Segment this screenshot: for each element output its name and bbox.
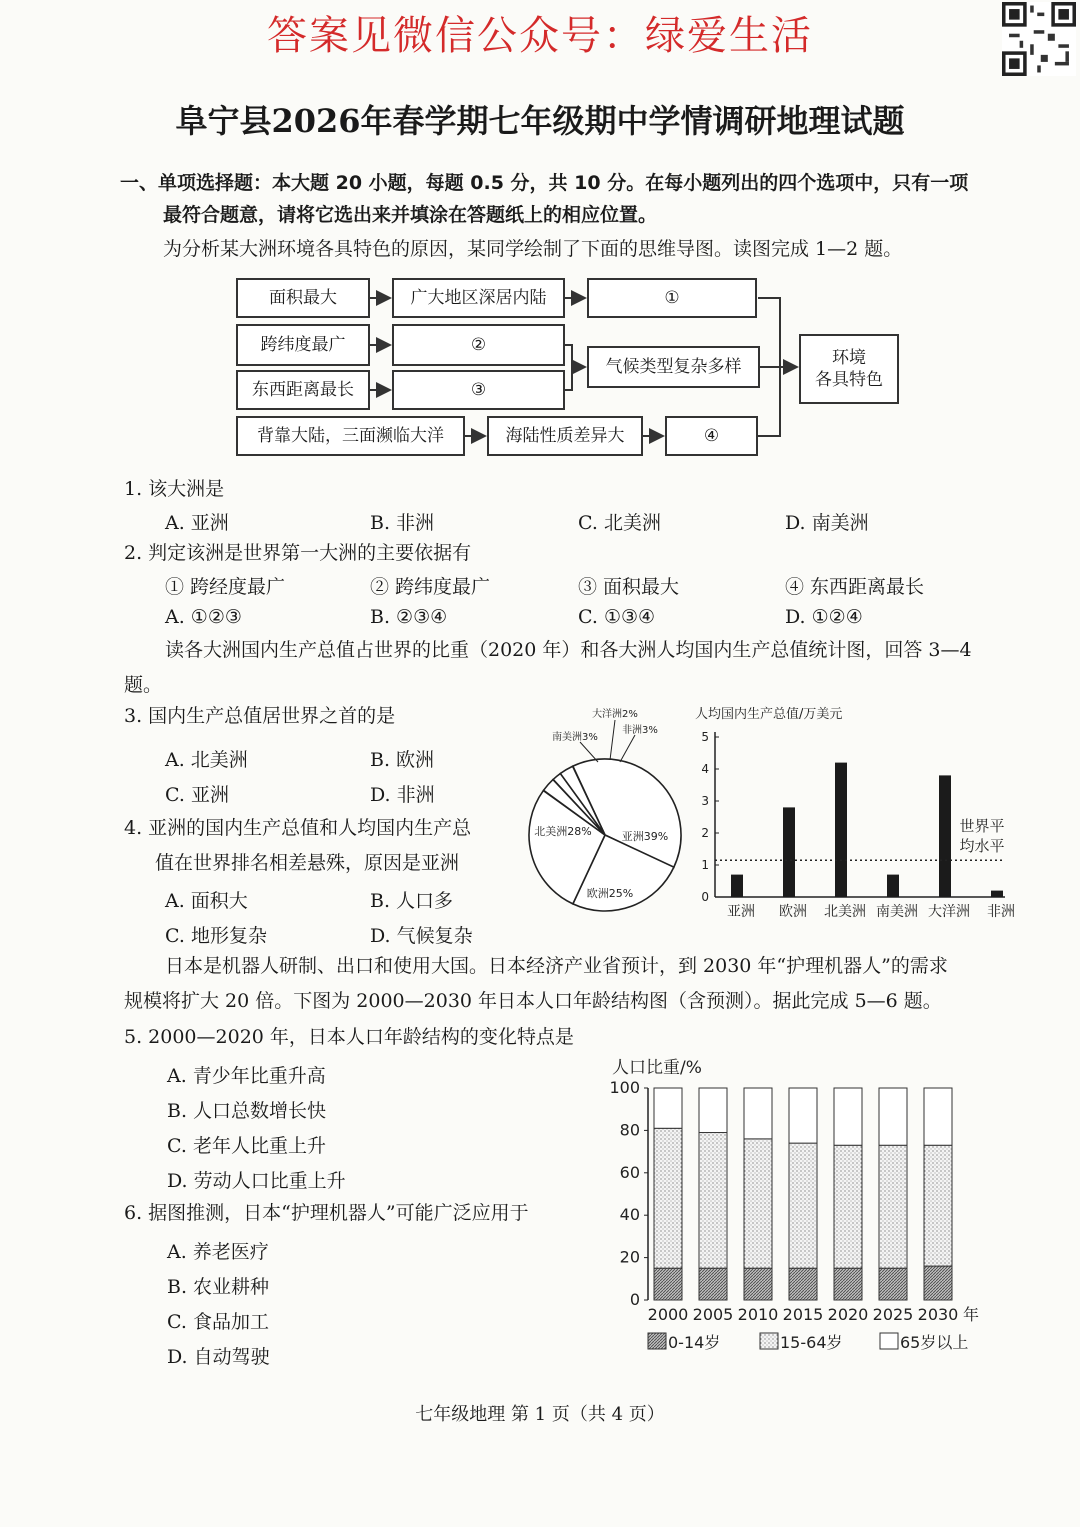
pie-label: 非洲3%	[622, 725, 658, 736]
pop-legend-label: 15-64岁	[780, 1333, 843, 1352]
q4-option-c[interactable]: C. 地形复杂	[165, 925, 267, 947]
header-banner: 答案见微信公众号：绿爱生活	[267, 13, 813, 59]
pop-legend-swatch	[648, 1333, 666, 1349]
pop-bar-2030-65岁以上	[924, 1088, 952, 1145]
mindmap-box-area-largest	[236, 278, 370, 318]
page-title: 阜宁县2026年春学期七年级期中学情调研地理试题	[175, 102, 905, 140]
mindmap-box-blank-1	[587, 278, 757, 318]
gdp-bar-非洲	[991, 891, 1003, 897]
pop-bar-2030-0-14岁	[924, 1266, 952, 1300]
q3-option-d[interactable]: D. 非洲	[370, 784, 435, 806]
pop-bar-2030-15-64岁	[924, 1145, 952, 1266]
pie-leader-line	[580, 742, 598, 762]
pop-bar-2020-15-64岁	[834, 1145, 862, 1268]
pop-bar-2020-0-14岁	[834, 1268, 862, 1300]
gdp-x-tick-label: 欧洲	[779, 904, 807, 920]
mindmap-label: 各具特色	[815, 370, 883, 390]
pop-x-unit: 年	[963, 1305, 980, 1324]
pop-y-tick-label: 20	[619, 1247, 640, 1267]
section-heading-line1: 一、单项选择题：本大题 20 小题，每题 0.5 分，共 10 分。在每小题列出的四个选项中，只有一项	[120, 172, 969, 194]
question-4-stem-line2: 值在世界排名相差悬殊，原因是亚洲	[155, 852, 460, 874]
gdp-y-tick-label: 4	[701, 762, 709, 776]
pop-x-tick-label: 2020	[827, 1305, 869, 1324]
gdp-x-tick-label: 非洲	[987, 904, 1015, 920]
intro-q5-6-line2: 规模将扩大 20 倍。下图为 2000—2030 年日本人口年龄结构图（含预测）。据此完成 5—6 题。	[124, 990, 942, 1012]
q4-option-a[interactable]: A. 面积大	[165, 890, 248, 912]
pop-chart-ylabel: 人口比重/%	[612, 1058, 702, 1078]
mindmap-box-blank-3	[392, 370, 565, 410]
pop-x-tick-label: 2005	[692, 1305, 734, 1324]
pop-y-tick-label: 60	[619, 1162, 640, 1182]
q1-option-b[interactable]: B. 非洲	[370, 512, 435, 534]
mindmap-box-climate	[587, 346, 760, 388]
gdp-y-tick-label: 0	[701, 890, 709, 904]
q2-option-d[interactable]: D. ①②④	[785, 606, 863, 628]
q2-item-1: ① 跨经度最广	[165, 576, 286, 598]
pie-leader-line	[610, 720, 615, 760]
gdp-x-tick-label: 亚洲	[727, 904, 755, 920]
gdp-chart-ylabel: 人均国内生产总值/万美元	[695, 707, 843, 722]
q5-option-c[interactable]: C. 老年人比重上升	[167, 1135, 326, 1157]
q2-option-c[interactable]: C. ①③④	[578, 606, 656, 628]
world-average-label: 均水平	[959, 837, 1005, 855]
q3-option-c[interactable]: C. 亚洲	[165, 784, 229, 806]
mindmap-box-ocean	[236, 416, 465, 456]
gdp-bar-北美洲	[835, 763, 847, 897]
pop-y-tick-label: 0	[629, 1290, 640, 1309]
pie-label: 亚洲39%	[621, 830, 669, 843]
pop-bar-2010-0-14岁	[744, 1268, 772, 1300]
q4-option-b[interactable]: B. 人口多	[370, 890, 454, 912]
q2-option-a[interactable]: A. ①②③	[165, 606, 242, 628]
section-heading-line2: 最符合题意，请将它选出来并填涂在答题纸上的相应位置。	[163, 204, 658, 226]
pop-y-tick-label: 100	[609, 1078, 640, 1097]
gdp-x-tick-label: 北美洲	[824, 904, 866, 920]
pop-bar-2010-15-64岁	[744, 1139, 772, 1268]
gdp-bar-南美洲	[887, 875, 899, 897]
mind-map	[0, 0, 1080, 470]
gdp-x-tick-label: 南美洲	[876, 904, 918, 920]
pop-bar-2005-65岁以上	[699, 1088, 727, 1133]
world-average-label: 世界平	[959, 817, 1005, 835]
q6-option-d[interactable]: D. 自动驾驶	[167, 1346, 270, 1368]
japan-population-structure-chart	[600, 1050, 1000, 1360]
intro-q5-6-line1: 日本是机器人研制、出口和使用大国。日本经济产业省预计，到 2030 年“护理机器人”的需求	[165, 955, 948, 977]
q6-option-a[interactable]: A. 养老医疗	[167, 1241, 269, 1263]
q2-item-4: ④ 东西距离最长	[785, 576, 925, 598]
pop-bar-2000-65岁以上	[654, 1088, 682, 1128]
q2-option-b[interactable]: B. ②③④	[370, 606, 448, 628]
gdp-bar-大洋洲	[939, 775, 951, 897]
mindmap-box-latitude	[236, 324, 370, 366]
question-6-stem: 6. 据图推测，日本“护理机器人”可能广泛应用于	[124, 1202, 529, 1224]
mindmap-label: ②	[470, 335, 487, 355]
mindmap-box-land-sea	[487, 416, 643, 456]
pop-bar-2020-65岁以上	[834, 1088, 862, 1145]
mindmap-box-blank-4	[665, 416, 758, 456]
question-5-stem: 5. 2000—2020 年，日本人口年龄结构的变化特点是	[124, 1026, 574, 1048]
q3-option-a[interactable]: A. 北美洲	[165, 749, 248, 771]
question-3-stem: 3. 国内生产总值居世界之首的是	[124, 705, 396, 727]
gdp-per-capita-bar-chart	[690, 700, 1020, 930]
intro-q3-4-line2: 题。	[124, 674, 163, 696]
pop-bar-2015-65岁以上	[789, 1088, 817, 1143]
pop-legend-swatch	[760, 1333, 778, 1349]
mindmap-label: 环境	[832, 348, 866, 368]
pop-bar-2010-65岁以上	[744, 1088, 772, 1139]
pop-bar-2005-0-14岁	[699, 1268, 727, 1300]
mindmap-box-blank-2	[392, 324, 565, 366]
pie-label: 大洋洲2%	[592, 709, 638, 720]
pop-bar-2025-0-14岁	[879, 1268, 907, 1300]
gdp-share-pie-chart	[520, 700, 700, 930]
page-footer: 七年级地理 第 1 页（共 4 页）	[415, 1404, 665, 1425]
pop-y-tick-label: 80	[619, 1120, 640, 1140]
mindmap-label: ①	[664, 288, 680, 308]
q3-option-b[interactable]: B. 欧洲	[370, 749, 435, 771]
mindmap-label: 广大地区深居内陆	[410, 288, 547, 308]
mindmap-label: 跨纬度最广	[260, 335, 346, 355]
q1-option-c[interactable]: C. 北美洲	[578, 512, 661, 534]
q5-option-a[interactable]: A. 青少年比重升高	[167, 1065, 326, 1087]
pop-legend-swatch	[880, 1333, 898, 1349]
question-1-stem: 1. 该大洲是	[124, 478, 225, 500]
pop-legend-label: 65岁以上	[900, 1333, 969, 1352]
intro-q1-2: 为分析某大洲环境各具特色的原因，某同学绘制了下面的思维导图。读图完成 1—2 题。	[163, 238, 903, 260]
q5-option-d[interactable]: D. 劳动人口比重上升	[167, 1170, 346, 1192]
pop-bar-2005-15-64岁	[699, 1133, 727, 1269]
gdp-bar-亚洲	[731, 875, 743, 897]
mindmap-label: 海陆性质差异大	[505, 426, 625, 446]
mindmap-box-result	[799, 334, 899, 404]
gdp-y-tick-label: 2	[701, 826, 709, 840]
q5-option-b[interactable]: B. 人口总数增长快	[167, 1100, 327, 1122]
q6-option-b[interactable]: B. 农业耕种	[167, 1276, 270, 1298]
gdp-y-tick-label: 5	[701, 730, 709, 744]
mindmap-box-inland	[392, 278, 565, 318]
pop-bar-2000-15-64岁	[654, 1128, 682, 1268]
pop-bar-2025-65岁以上	[879, 1088, 907, 1145]
question-4-stem-line1: 4. 亚洲的国内生产总值和人均国内生产总	[124, 817, 472, 839]
pop-x-tick-label: 2010	[737, 1305, 779, 1324]
q4-option-d[interactable]: D. 气候复杂	[370, 925, 473, 947]
pie-leader-line	[620, 735, 635, 762]
mindmap-label: 面积最大	[269, 288, 337, 308]
q2-item-2: ② 跨纬度最广	[370, 576, 491, 598]
q1-option-d[interactable]: D. 南美洲	[785, 512, 869, 534]
pop-legend-label: 0-14岁	[668, 1333, 721, 1352]
pop-x-tick-label: 2030	[917, 1305, 959, 1324]
intro-q3-4-line1: 读各大洲国内生产总值占世界的比重（2020 年）和各大洲人均国内生产总值统计图，回答 3—4	[165, 639, 972, 661]
gdp-y-tick-label: 3	[701, 794, 709, 808]
q6-option-c[interactable]: C. 食品加工	[167, 1311, 269, 1333]
pie-label: 北美洲28%	[534, 825, 592, 838]
mindmap-label: 气候类型复杂多样	[605, 357, 742, 377]
q2-item-3: ③ 面积最大	[578, 576, 680, 598]
gdp-x-tick-label: 大洋洲	[928, 904, 970, 920]
pop-y-tick-label: 40	[619, 1205, 640, 1225]
pop-x-tick-label: 2025	[872, 1305, 914, 1324]
mindmap-box-east-west	[236, 370, 370, 410]
pop-bar-2015-15-64岁	[789, 1143, 817, 1268]
pop-bar-2025-15-64岁	[879, 1145, 907, 1268]
pop-bar-2000-0-14岁	[654, 1268, 682, 1300]
pop-x-tick-label: 2015	[782, 1305, 824, 1324]
mindmap-label: 背靠大陆，三面濒临大洋	[257, 426, 444, 446]
question-2-stem: 2. 判定该洲是世界第一大洲的主要依据有	[124, 542, 472, 564]
pop-x-tick-label: 2000	[647, 1305, 689, 1324]
mindmap-label: 东西距离最长	[252, 380, 354, 400]
pop-bar-2015-0-14岁	[789, 1268, 817, 1300]
gdp-bar-欧洲	[783, 807, 795, 897]
q1-option-a[interactable]: A. 亚洲	[165, 512, 229, 534]
mindmap-label: ③	[470, 380, 487, 400]
pie-label: 欧洲25%	[586, 887, 634, 900]
gdp-y-tick-label: 1	[701, 858, 709, 872]
pie-label: 南美洲3%	[552, 732, 598, 743]
mindmap-label: ④	[703, 426, 720, 446]
